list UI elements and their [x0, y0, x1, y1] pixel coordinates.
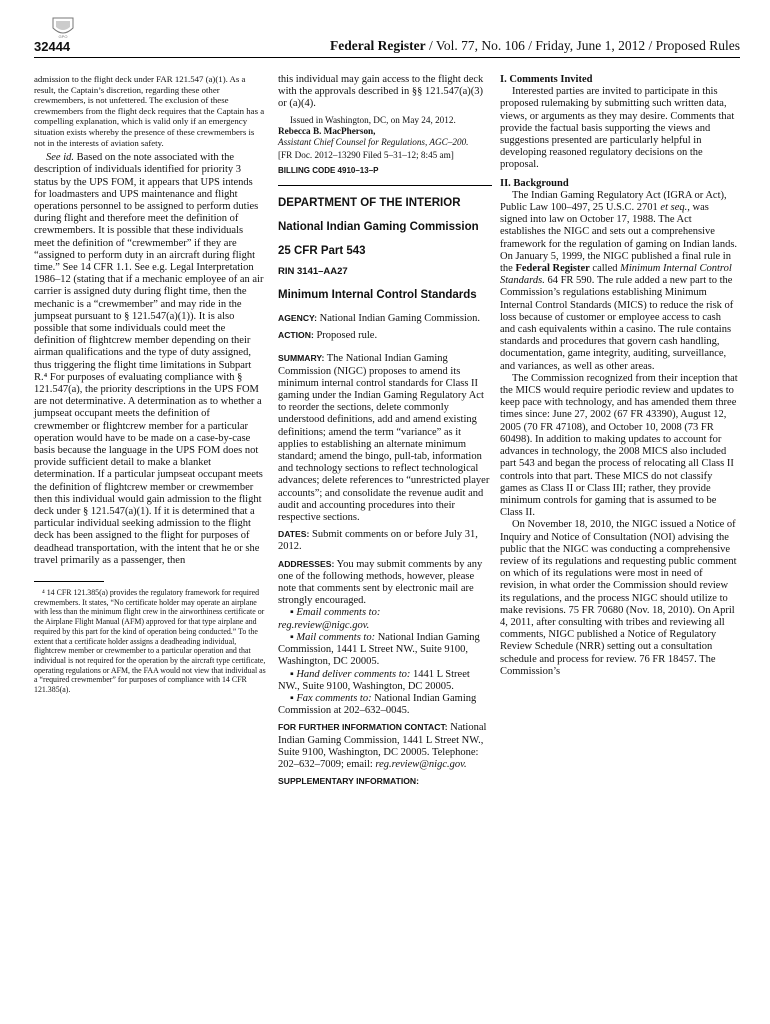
see-id: See id. [46, 152, 74, 164]
agency-line [278, 312, 492, 325]
running-head [330, 38, 740, 54]
addresses-text: You may submit comments by any one of the following methods, however, please note that comments sent by electronic mail are strongly encouraged. [278, 558, 483, 607]
email-address[interactable]: reg.review@nigc.gov. [278, 619, 370, 631]
federal-register-ref: Federal Register [515, 263, 590, 275]
publication-name: Federal Register [330, 38, 426, 53]
et-seq: et seq. [660, 202, 688, 214]
agency-label: AGENCY: [278, 313, 317, 324]
summary-paragraph [278, 352, 492, 524]
comments-invited-heading: I. Comments Invited [500, 74, 593, 85]
mail-label: ▪ Mail comments to: [290, 631, 376, 643]
contact-paragraph [278, 721, 492, 771]
dates-paragraph [278, 528, 492, 553]
col3-paragraph-4: On November 18, 2010, the NIGC issued a Notice of Inquiry and Notice of Consultation (NOI) advising the public that the NIGC was conducting a comprehensive review of its regulations and requesting public comment on which of its regulations were most in need of revision, in what order the Commission should review its regulations, and the process NIGC should utilize to make revisions. 75 FR 70680 (Nov. 18, 2010). On April 4, 2011, after consulting with tribes and reviewing all comments, NIGC published a Notice of Regulatory Review Schedule (NRR) setting out a consultation schedule and process for review. 76 FR 18457. The Commission’s [500, 519, 737, 677]
addresses-paragraph [278, 558, 492, 608]
col2-paragraph-1: this individual may gain access to the flight deck with the approvals described in §§ 121.547(a)(3) or (a)(4). [278, 74, 484, 110]
hand-delivery-method [278, 669, 492, 693]
fr-doc: [FR Doc. 2012–13290 Filed 5–31–12; 8:45 am] [278, 149, 454, 160]
hand-text: 1441 L Street NW., Suite 9100, Washington, DC 20005. [278, 668, 470, 692]
action-line [278, 329, 492, 342]
col1-paragraph-2 [34, 152, 266, 567]
action-text: Proposed rule. [313, 330, 378, 342]
mail-method [278, 632, 492, 669]
footnote-divider [34, 581, 104, 582]
agency-text: National Indian Gaming Commission. [317, 313, 481, 325]
department-heading: DEPARTMENT OF THE INTERIOR [278, 196, 461, 209]
rule-title: Minimum Internal Control Standards [278, 289, 477, 302]
dates-label: DATES: [278, 529, 310, 540]
billing-code: BILLING CODE 4910–13–P [278, 165, 379, 175]
supplementary-heading [278, 775, 492, 788]
mics-title: Minimum Internal Control Standards. [500, 263, 732, 287]
email-label: ▪ Email comments to: [290, 607, 381, 619]
addresses-label: ADDRESSES: [278, 558, 335, 569]
footnote-4: ⁴ 14 CFR 121.385(a) provides the regulatory framework for required crewmembers. It states, “No certificate holder may operate an airplane with less than the minimum flight crew in the airworthiness certificate or the Airplane Flight Manual (AFM) approved for that type airplane and required by this part for the kind of operation being conducted.” To the extent that a certificate holder assigns a deadheading individual, flightcrew member or crewmember to a particular operation and that individual is not required for the operation by the aircraft type certificate, operating regulations or AFM, the FAA would not view that individual as a “required crewmember” for purposes of compliance with 14 CFR 121.385(a). [34, 588, 266, 695]
col3-paragraph-3: The Commission recognized from their inception that the MICS would require periodic review and updates to keep pace with technology, and has amended them three times since: June 27, 2002 (67 FR 43390), August 12, 2005 (70 FR 47108), and October 10, 2008 (73 FR 60498). In addition to making updates to account for advances in technology, the 2008 MICS also included part 543 and began the process of relocating all Class II controls into that part. These MICS do not classify games as Class II or Class III; rather, they provide minimum controls for gaming that is assumed to be Class II. [500, 372, 738, 519]
svg-text:GPO: GPO [58, 34, 68, 39]
contact-text: National Indian Gaming Commission, 1441 L Street NW., Suite 9100, Washington, DC 20005. Telephone: 202–632–7009; email: [278, 722, 487, 770]
signer-title: Assistant Chief Counsel for Regulations, AGC–200. [278, 136, 469, 147]
p2-part-d: 64 FR 590. The rule added a new part to the Commission’s regulations establishing Minimum Internal Control Standards (MICS) to reduce the risk of loss because of customer or employee access to cash and cash equivalents within a casino. The rule contains standards and procedures that govern cash handling, documentation, game integrity, auditing, surveillance, and variances, as well as other areas. [500, 275, 734, 372]
dates-text: Submit comments on or before July 31, 2012. [278, 529, 478, 553]
issue-info: / Vol. 77, No. 106 / Friday, June 1, 2012 / Proposed Rules [425, 38, 740, 53]
background-heading: II. Background [500, 177, 569, 189]
p2-part-b: , was signed into law on October 17, 1988. The Act establishes the NIGC and sets out a comprehensive framework for the regulation of gaming on Indian lands. On January 5, 1999, the NIGC published a final rule in the [500, 202, 738, 275]
summary-label: SUMMARY: [278, 353, 325, 364]
column-3 [500, 74, 738, 678]
action-label: ACTION: [278, 330, 314, 341]
hand-label: ▪ Hand deliver comments to: [290, 668, 411, 680]
rin-number: RIN 3141–AA27 [278, 265, 348, 277]
column-2 [278, 74, 492, 788]
agency-divider [278, 185, 492, 186]
col1-paragraph-2-text: Based on the note associated with the description of individuals identified for priority 3 status by the UPS FOM, it appears that UPS intends for loadmasters and UPS maintenance and flight operations personnel to be assigned to perform duties during flight and therefore meet the definition of crewmembers. It is possible that these individuals meet the definition of “crewmember” if they are “assigned to perform duty in an aircraft during flight time.” See 14 CFR 1.1. See e.g. Legal Interpretation 1986–12 (stating that if a mechanic employee of an air carrier is assigned duty during flight time, then the mechanic is a “crewmember” and may ride in the jumpseat pursuant to § 121.547(a)(1)). It is also possible that some individuals could meet the definition of flightcrew member depending on their airman qualifications and the type of duty assigned, thus triggering the flight time limitations in Subpart R.⁴ For purposes of evaluating compliance with § 121.547(a), the priority descriptions in the UPS FOM are not determinative. A determination as to whether a jumpseat occupant meets the definition of crewmember or flightcrew member for a particular operation would have to be made on a case-by-case basis because the language in the UPS FOM does not provide sufficient detail to make a blanket determination. If a particular jumpseat occupant meets the definition of flightcrew member or crewmember then this individual would gain admission to the flight deck under § 121.547(a)(1). If it is determined that a particular individual seeking admission to the flight deck has been assigned to the flight for purposes of deadhead transportation, with the intent that he or she travel primarily as a passenger, then [34, 152, 264, 566]
issued-line: Issued in Washington, DC, on May 24, 2012. [290, 114, 456, 125]
col3-paragraph-2 [500, 190, 738, 373]
page-number: 32444 [34, 39, 71, 54]
p2-part-a: The Indian Gaming Regulatory Act (IGRA or Act), Public Law 100–497, 25 U.S.C. 2701 [500, 189, 727, 214]
mail-text: National Indian Gaming Commission, 1441 L Street NW., Suite 9100, Washington, DC 20005. [278, 631, 480, 668]
signer-name: Rebecca B. MacPherson, [278, 125, 376, 136]
email-method [278, 607, 492, 619]
agency-heading: National Indian Gaming Commission [278, 220, 479, 233]
fax-label: ▪ Fax comments to: [290, 692, 372, 704]
p2-part-c: called [589, 263, 621, 275]
page-header [34, 37, 740, 58]
column-1 [34, 74, 266, 695]
cfr-heading: 25 CFR Part 543 [278, 244, 366, 257]
fax-text: National Indian Gaming Commission at 202–632–0045. [278, 692, 477, 717]
col1-paragraph-1: admission to the flight deck under FAR 121.547 (a)(1). As a result, the Captain’s discretion, regarding these other crewmembers, is not unfettered. The exclusion of these crewmembers from the flight deck requires that the Captain has a compelling explanation, which is valid only if an emergency situation exists whereby the presence of these crewmembers is not in the interests of aviation safety. [34, 74, 265, 148]
summary-text: The National Indian Gaming Commission (NIGC) proposes to amend its minimum internal control standards for Class II gaming under the Indian Gaming Regulatory Act to reorder the sections, delete commonly understood definitions, add and amend existing definitions; amend the term “variance” as it applies to establishing an alternate minimum standard; amend the bingo, pull-tab, information and technology sections to reflect technological advances; delete references to “unrestricted player accounts”; and consolidate the revenue audit and audit and accounting procedures into their respective sections. [278, 353, 490, 524]
fax-method [278, 693, 492, 717]
supplementary-label: SUPPLEMENTARY INFORMATION: [278, 776, 419, 787]
contact-email[interactable]: reg.review@nigc.gov. [375, 758, 467, 770]
col3-paragraph-1: Interested parties are invited to participate in this proposed rulemaking by submitting such written data, views, or arguments as they may desire. Comments that provide the factual basis supporting the views and suggestions presented are particularly helpful in developing reasoned regulatory decisions on the proposal. [500, 86, 735, 171]
contact-label: FOR FURTHER INFORMATION CONTACT: [278, 722, 448, 733]
